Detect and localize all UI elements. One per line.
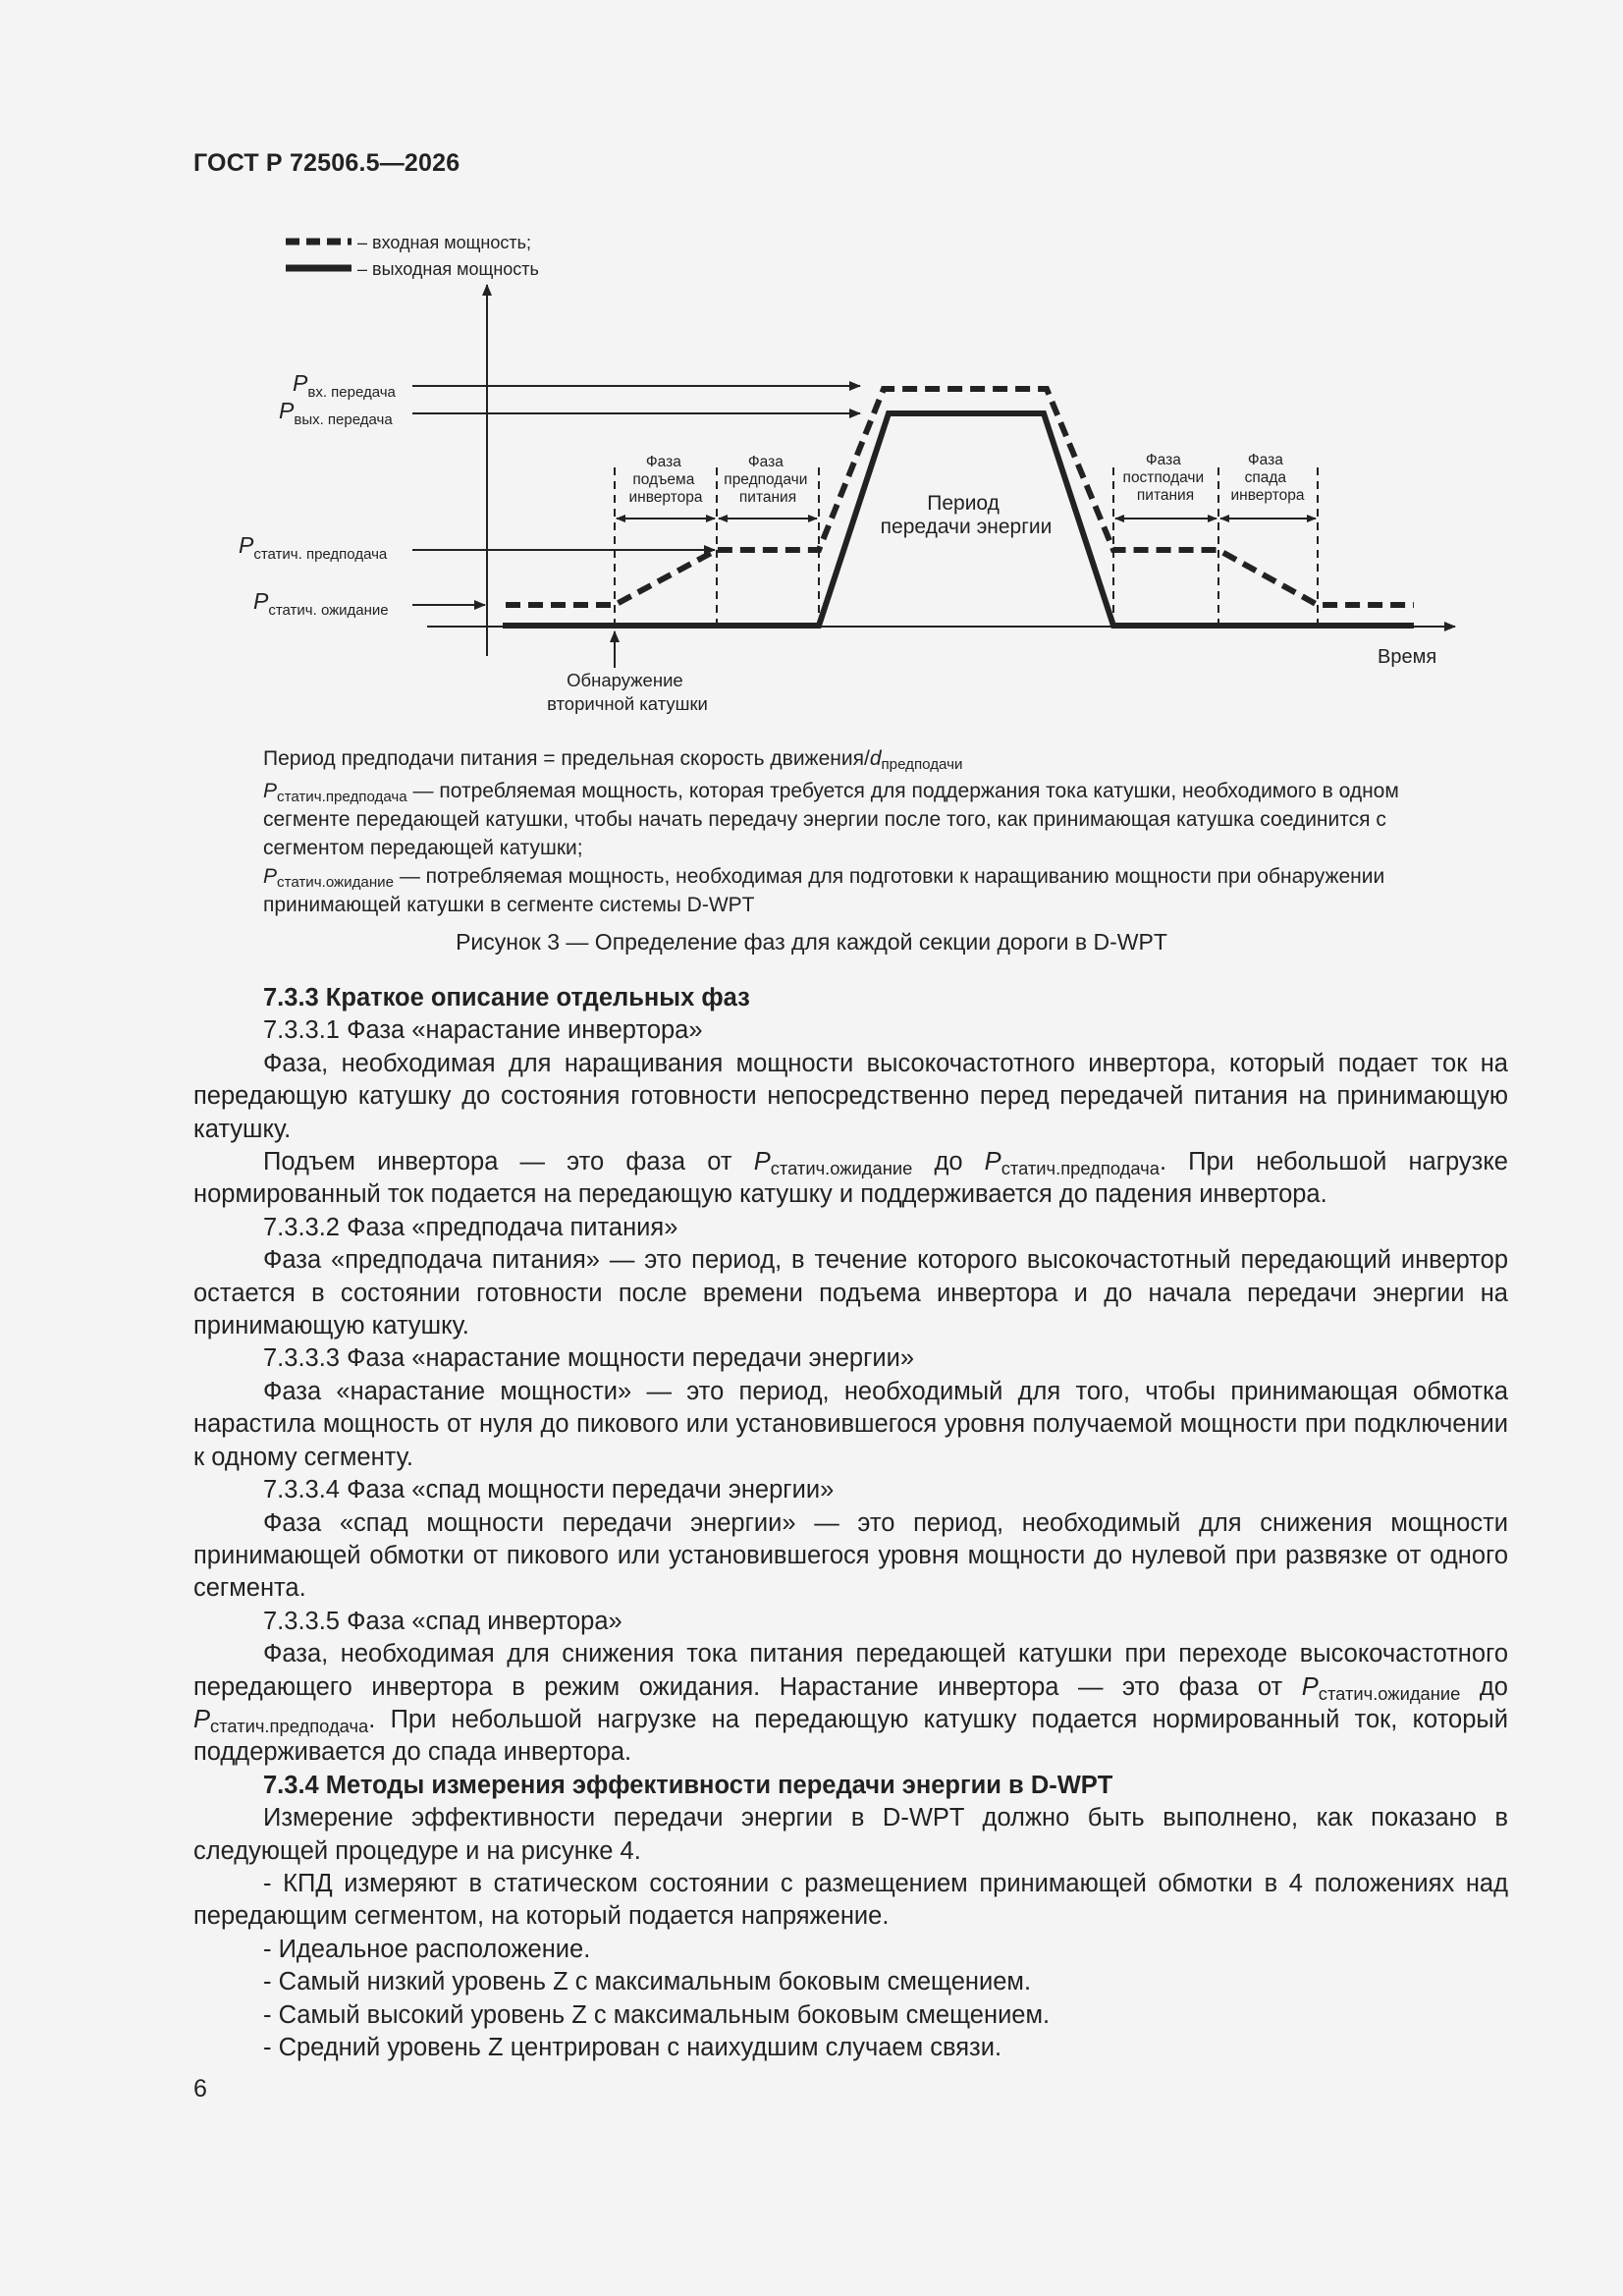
note-p-static-wait: $P_{статич.ожидание}$ — потребляемая мощность, необходимая для подготовки к наращиванию мощности при обнаружении принимающей катушки в сегменте системы D-WPT	[263, 865, 1385, 916]
list-item-2: - Идеальное расположение.	[263, 1935, 591, 1963]
figure-notes	[263, 744, 1476, 919]
phase-inv-fall-label: Фаза спада инвертора	[1230, 452, 1305, 504]
phase-boundaries	[615, 467, 1318, 625]
label-p-static-wait: $P_{статич. ожидание}$	[253, 588, 389, 619]
list-item-1: - КПД измеряют в статическом состоянии с размещением принимающей обмотки в 4 положениях над передающим сегментом, на который подается напряжение.	[193, 1869, 1508, 1931]
page-number: 6	[193, 2075, 207, 2103]
heading-7-3-3: 7.3.3 Краткое описание отдельных фаз	[263, 984, 750, 1011]
paragraph-7-3-3-2: Фаза «предподача питания» — это период, в течение которого высокочастотный передающий инвертор остается в состоянии готовности после времени подъема инвертора и до начала передачи энергии на принимающую катушку.	[193, 1246, 1508, 1340]
legend-output-label: – выходная мощность	[357, 259, 539, 279]
detection-label: Обнаружение вторичной катушки	[547, 670, 708, 714]
note-preload-period: Период предподачи питания = предельная скорость движения/$d_{предподачи}$	[263, 747, 963, 774]
legend-input-label: – входная мощность;	[357, 233, 531, 252]
phase-post-feed-label: Фаза постподачи питания	[1122, 452, 1205, 504]
label-p-static-pre: $P_{статич. предподача}$	[239, 532, 388, 563]
list-item-3: - Самый низкий уровень Z с максимальным боковым смещением.	[263, 1968, 1032, 1996]
subheading-7-3-3-1: 7.3.3.1 Фаза «нарастание инвертора»	[263, 1016, 703, 1045]
paragraph-7-3-3-4: Фаза «спад мощности передачи энергии» — это период, необходимый для снижения мощности принимающей обмотки от пикового или установившегося уровня мощности до нулевой при развязке от одного сегмента.	[193, 1508, 1508, 1603]
subheading-7-3-3-5: 7.3.3.5 Фаза «спад инвертора»	[263, 1607, 622, 1635]
list-item-4: - Самый высокий уровень Z с максимальным боковым смещением.	[263, 2000, 1051, 2029]
transfer-period-label: Период передачи энергии	[880, 492, 1053, 538]
phase-inv-rise-label: Фаза подъема инвертора	[628, 454, 703, 506]
label-p-out-transfer: $P_{вых. передача}$	[279, 398, 393, 428]
paragraph-7-3-3-3: Фаза «нарастание мощности» — это период, необходимый для того, чтобы принимающая обмотка нарастила мощность от нуля до пикового или установившегося уровня получаемой мощности при подключении к одному сегменту.	[193, 1377, 1508, 1471]
heading-7-3-4: 7.3.4 Методы измерения эффективности передачи энергии в D-WPT	[263, 1771, 1113, 1799]
subheading-7-3-3-3: 7.3.3.3 Фаза «нарастание мощности передачи энергии»	[263, 1344, 915, 1373]
subheading-7-3-3-2: 7.3.3.2 Фаза «предподача питания»	[263, 1213, 678, 1241]
phase-diagram	[0, 0, 1623, 746]
body-text	[193, 982, 1508, 2064]
figure-caption: Рисунок 3 — Определение фаз для каждой секции дороги в D-WPT	[456, 929, 1167, 955]
list-item-5: - Средний уровень Z центрирован с наихудшим случаем связи.	[263, 2034, 1002, 2061]
paragraph-7-3-4: Измерение эффективности передачи энергии в D-WPT должно быть выполнено, как показано в следующей процедуре и на рисунке 4.	[193, 1804, 1508, 1865]
x-axis-label: Время	[1378, 646, 1437, 668]
document-header: ГОСТ Р 72506.5—2026	[193, 149, 460, 177]
phase-pre-feed-label: Фаза предподачи питания	[724, 454, 808, 506]
note-p-static-pre: $P_{статич.предподача}$ — потребляемая мощность, которая требуется для поддержания тока катушки, необходимого в одном сегменте передающей катушки, чтобы начать передачу энергии после того, как принимающая катушка соединится с сегментом передающей катушки;	[263, 780, 1399, 859]
paragraph-7-3-3-1a: Фаза, необходимая для наращивания мощности высокочастотного инвертора, который подает ток на передающую катушку до состояния готовности непосредственно перед передачей питания на принимающую катушку.	[193, 1049, 1508, 1143]
paragraph-7-3-3-5: Фаза, необходимая для снижения тока питания передающей катушки при переходе высокочастотного передающего инвертора в режим ожидания. Нарастание инвертора — это фаза от $P_{статич.ожидание}$ до $P_{статич.предподача}$. При небольшой нагрузке на передающую катушку подается нормированный ток, который поддерживается до спада инвертора.	[193, 1640, 1508, 1767]
label-p-in-transfer: $P_{вх. передача}$	[293, 370, 396, 401]
subheading-7-3-3-4: 7.3.3.4 Фаза «спад мощности передачи энергии»	[263, 1476, 835, 1504]
paragraph-7-3-3-1b: Подъем инвертора — это фаза от $P_{статич.ожидание}$ до $P_{статич.предподача}$. При небольшой нагрузке нормированный ток подается на передающую катушку и поддерживается до падения инвертора.	[193, 1148, 1508, 1209]
